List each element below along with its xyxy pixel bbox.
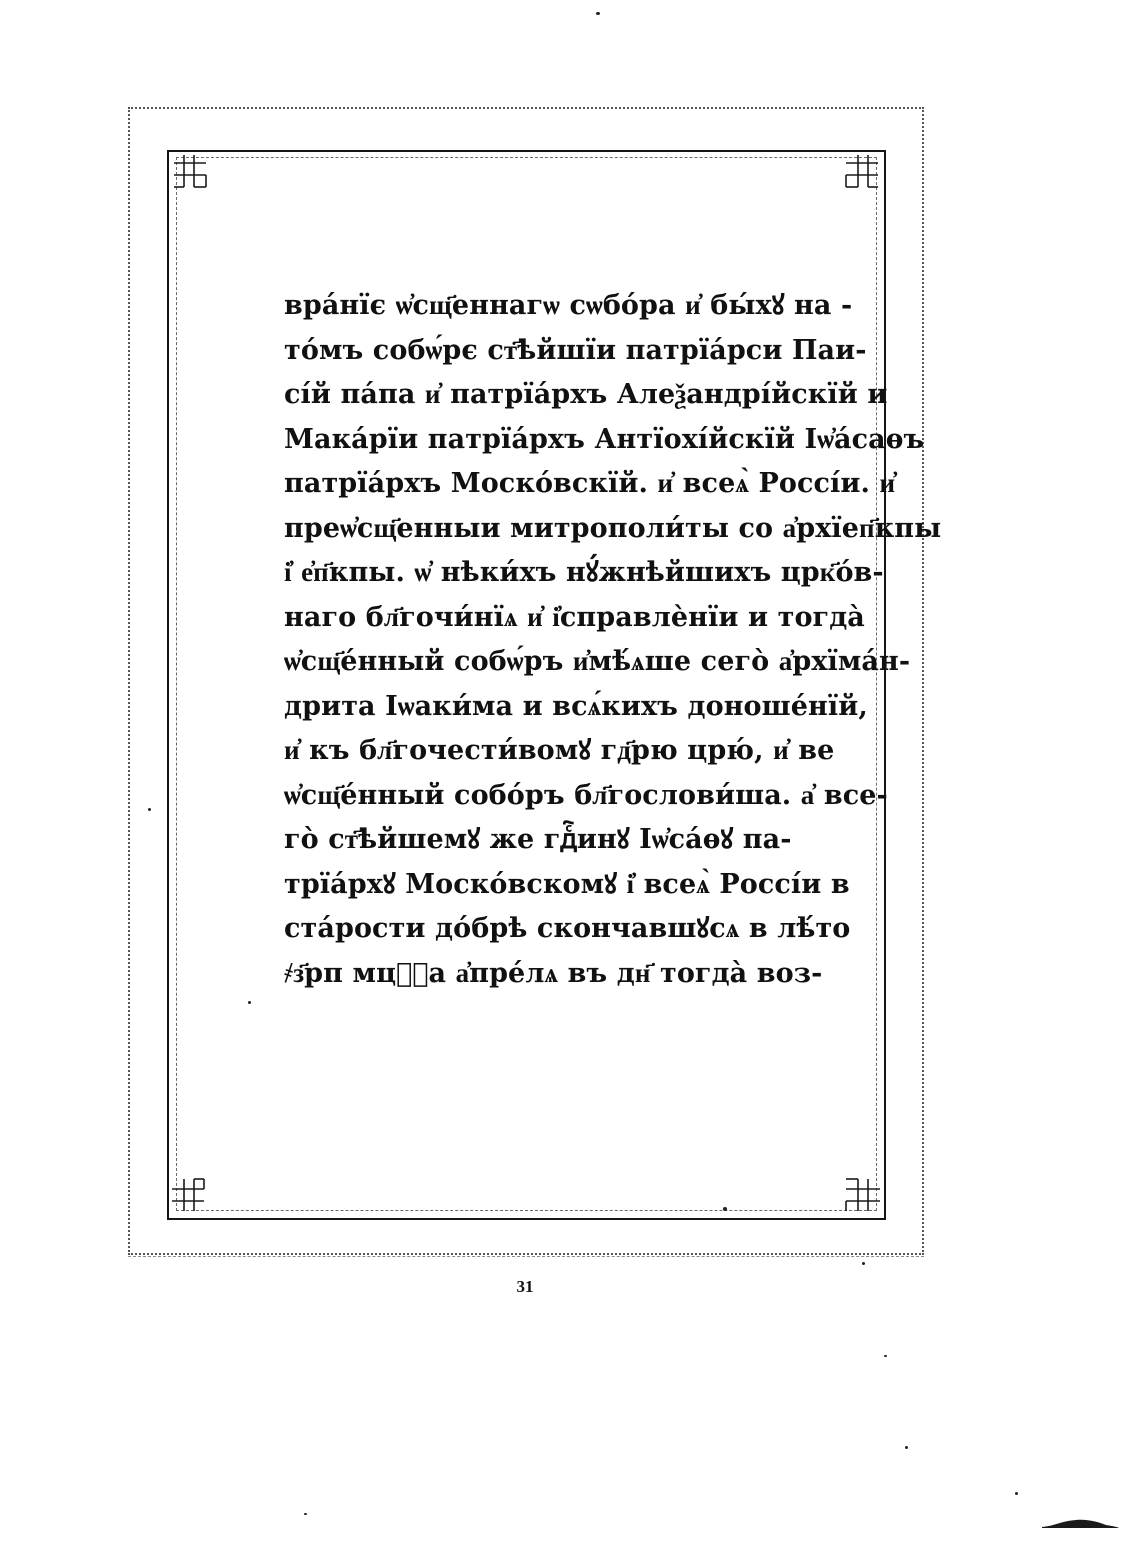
scan-speck (884, 1355, 887, 1357)
text-line: то́мъ собѡ́рє ст҃ѣйшїи патрїа́рси Паи- (284, 334, 867, 366)
scan-speck (1015, 1492, 1018, 1495)
scan-speck (596, 12, 600, 15)
scan-speck (304, 1513, 307, 1515)
outer-frame-bottom-rule (128, 1256, 924, 1257)
text-line: ста́рости до́брѣ скончавшꙋсѧ в лѣ́то (284, 913, 851, 944)
text-line: вра́нїє ѡ҆сщ҃еннагѡ сѡбо́ра и҆ бы́хꙋ на - (284, 290, 853, 321)
scan-speck (248, 1001, 251, 1004)
scan-speck (723, 1207, 727, 1211)
text-line: Мака́рїи патрїа́рхъ Антїохі́йскїй Іѡ҆а́саѳъ (284, 423, 925, 455)
text-line: сі́й па́па и҆ патрїа́рхъ Алеѯандрі́йскїй и (284, 379, 888, 410)
scan-speck (905, 1446, 908, 1449)
corner-ornament-bottom-left-icon (170, 1175, 210, 1215)
text-line: преѡ҆сщ҃енныи митрополи́ты со а҆рхїеп҃кпы (284, 512, 942, 544)
scan-speck (862, 1262, 865, 1265)
text-line: ѡ҆сщ҃е́нный собо́ръ бл҃гослови́ша. а҆ все- (284, 779, 888, 811)
ink-smudge-icon (1040, 1517, 1120, 1531)
text-line: дрита Іѡаки́ма и всѧ́кихъ доноше́нїй, (284, 690, 868, 722)
scan-speck (148, 808, 151, 811)
page-number: 31 (516, 1277, 534, 1296)
body-text (284, 284, 942, 996)
corner-ornament-top-right-icon (842, 153, 882, 193)
text-line: наго бл҃гочи́нїѧ и҆ і҆справлѐнїи и тогда̀ (284, 601, 865, 633)
text-line: трїа́рхꙋ Моско́вскомꙋ і҆ всеѧ̀ Россі́и в (284, 868, 850, 900)
corner-ornament-top-left-icon (170, 153, 210, 193)
corner-ornament-bottom-right-icon (842, 1175, 882, 1215)
text-line: ҂з҃рп мцⷭ҇а а҆пре́лѧ въ дн҃ тогда̀ воз- (284, 957, 823, 989)
text-line: патрїа́рхъ Моско́вскїй. и҆ всеѧ̀ Россі́и. и҆ (284, 468, 896, 499)
text-line: ѡ҆сщ҃е́нный собѡ́ръ и҆мѣ́ѧше сего̀ а҆рхїма́н- (284, 646, 911, 677)
text-line: і҆ е҆п҃кпы. ѡ҆ нѣки́хъ нꙋ́жнѣйшихъ црк҃о́в- (284, 557, 884, 588)
text-line: го̀ ст҃ѣйшемꙋ же гдⷭ҇инꙋ Іѡ҆са́ѳꙋ па- (284, 824, 792, 855)
text-line: и҆ къ бл҃гочести́вомꙋ гд҃рю црю́, и҆ ве (284, 735, 835, 766)
